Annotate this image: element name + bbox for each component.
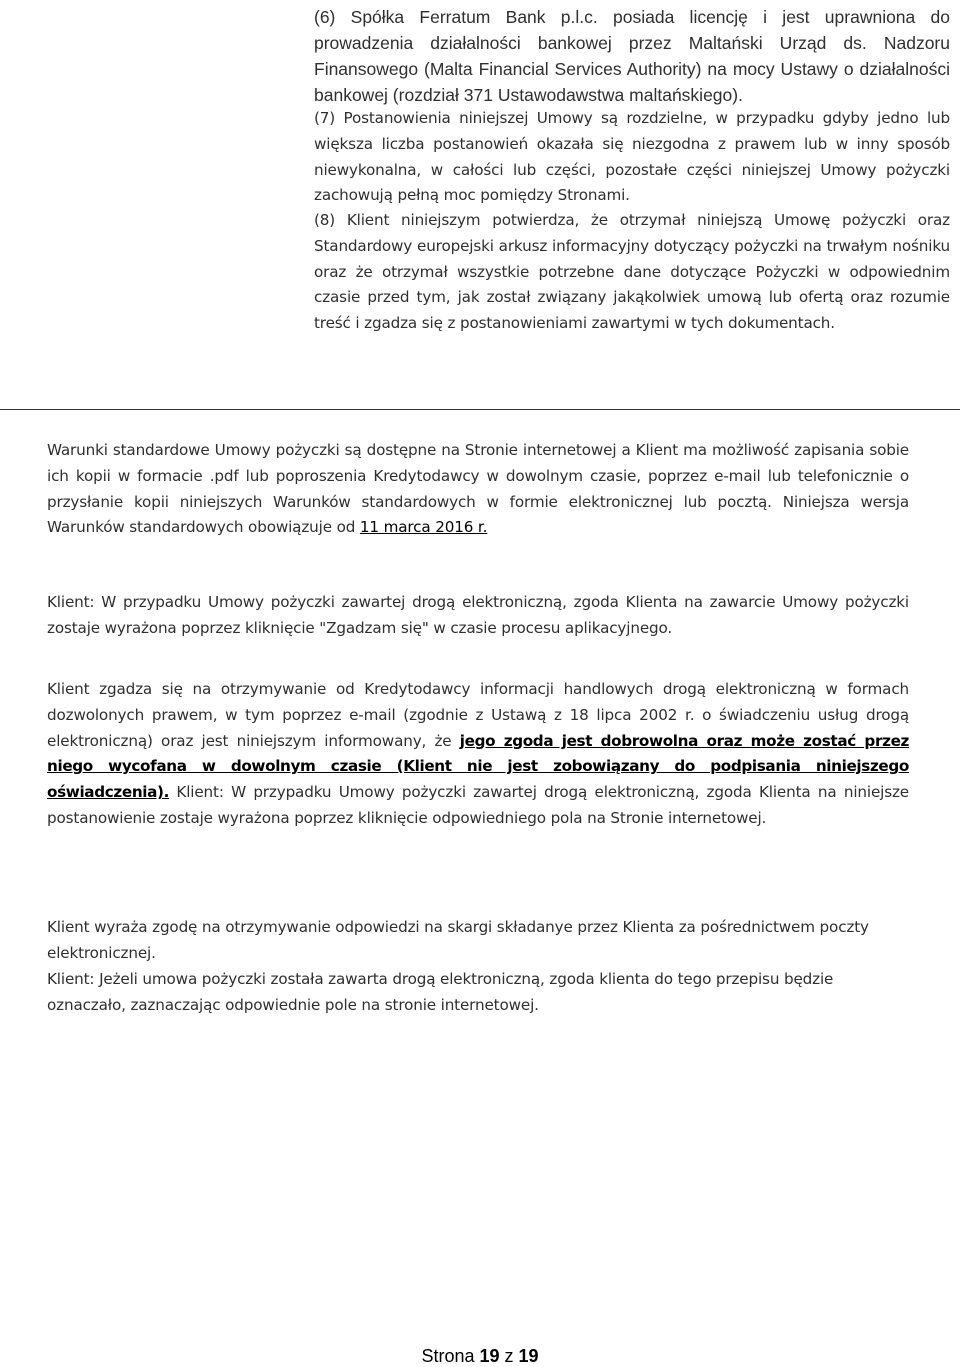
section-divider [0, 409, 960, 410]
effective-date: 11 marca 2016 r. [359, 518, 488, 537]
page-total: 19 [518, 1346, 539, 1366]
page-label: Strona [421, 1346, 480, 1366]
terms-text: Warunki standardowe Umowy pożyczki są dostępne na Stronie internetowej a Klient ma możliwość zapisania sobie ich kopii w formacie .pdf lub poproszenia Kredytodawcy w dowolnym czasie, poprzez e-mail lub telefonicznie o przysłanie kopii niniejszych Warunków standardowych w formie elektronicznej lub pocztą. Niniejsza wersja Warunków standardowych obowiązuje od [47, 441, 909, 537]
voluntary-consent-emphasis: jego zgoda jest dobrowolna oraz może zostać przez niego wycofana w dowolnym czasie (Klient nie jest zobowiązany do podpisania niniejszego oświadczenia). [47, 731, 910, 802]
terms-availability-paragraph [47, 438, 909, 541]
page-separator: z [499, 1346, 519, 1366]
marketing-consent-paragraph [47, 677, 909, 832]
clause-7: (7) Postanowienia niniejszej Umowy są rozdzielne, w przypadku gdyby jedno lub większa liczba postanowień okazała się niezgodna z prawem lub w inny sposób niewykonalna, w całości lub części, pozostałe części niniejszej Umowy pożyczki zachowują pełną moc pomiędzy Stronami. [314, 109, 950, 205]
client-consent-paragraph: Klient: W przypadku Umowy pożyczki zawartej drogą elektroniczną, zgoda Klienta na zawarcie Umowy pożyczki zostaje wyrażona poprzez kliknięcie "Zgadzam się" w czasie procesu aplikacyjnego. [47, 593, 909, 637]
marketing-continuation: Klient: W przypadku Umowy pożyczki zawartej drogą elektroniczną, zgoda Klienta na niniejsze postanowienie zostaje wyrażona poprzez kliknięcie odpowiedniego pola na Stronie internetowej. [47, 783, 909, 827]
electronic-consent-paragraph: Klient: Jeżeli umowa pożyczki została zawarta drogą elektroniczną, zgoda klienta do tego przepisu będzie oznaczało, zaznaczając odpowiednie pole na stronie internetowej. [47, 970, 834, 1014]
complaints-consent-paragraph: Klient wyraża zgodę na otrzymywanie odpowiedzi na skargi składanye przez Klienta za pośrednictwem poczty elektronicznej. [47, 918, 869, 962]
marketing-text: Klient zgadza się na otrzymywanie od Kredytodawcy informacji handlowych drogą elektroniczną w formach dozwolonych prawem, w tym poprzez e-mail (zgodnie z Ustawą z 18 lipca 2002 r. o świadczeniu usług drogą elektroniczną) oraz jest niniejszym informowany, że [47, 680, 909, 750]
clause-6: (6) Spółka Ferratum Bank p.l.c. posiada licencję i jest uprawniona do prowadzenia działalności bankowej przez Maltański Urząd ds. Nadzoru Finansowego (Malta Financial Services Authority) na mocy Ustawy o działalności bankowej (rozdział 371 Ustawodawstwa maltańskiego). [314, 7, 950, 105]
clause-8: (8) Klient niniejszym potwierdza, że otrzymał niniejszą Umowę pożyczki oraz Standardowy europejski arkusz informacyjny dotyczący pożyczki na trwałym nośniku oraz że otrzymał wszystkie potrzebne dane dotyczące Pożyczki w odpowiednim czasie przed tym, jak został związany jakąkolwiek umową lub ofertą oraz rozumie treść i zgadza się z postanowieniami zawartymi w tych dokumentach. [314, 211, 950, 333]
page-number: 19 [479, 1346, 500, 1366]
